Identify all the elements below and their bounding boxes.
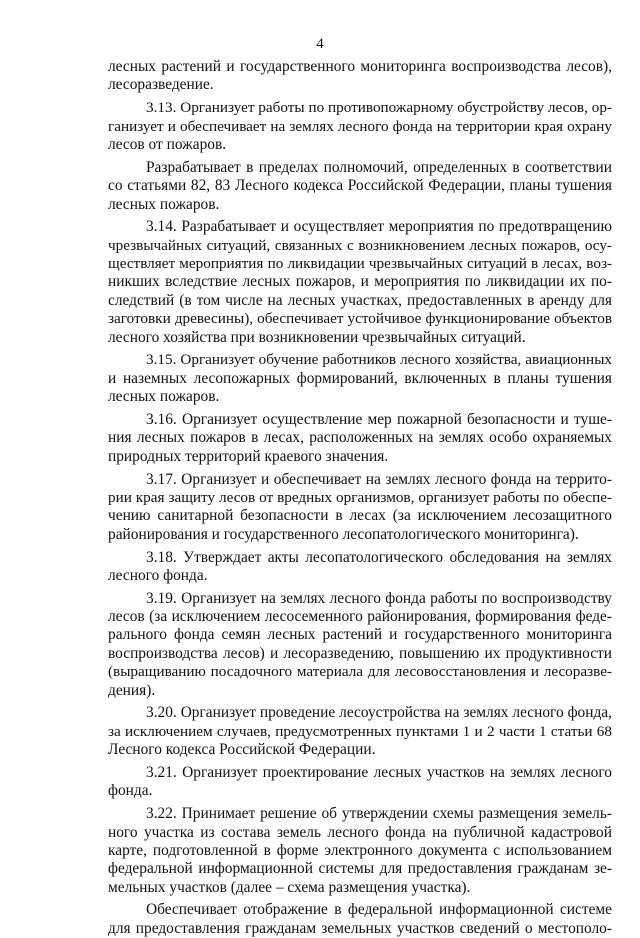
page-number: 4 bbox=[316, 36, 324, 52]
text-line: ного участка из состава земель лесного фонда на публичной кадастровой bbox=[108, 823, 612, 841]
text-line: рального фонда семян лесных растений и государственного мониторинга bbox=[108, 626, 612, 644]
document-body bbox=[108, 58, 612, 938]
text-line: федеральной информационной системы для предоставления гражданам зе- bbox=[108, 860, 612, 878]
text-line: следствий (в том числе на лесных участках, предоставленных в аренду для bbox=[108, 291, 612, 309]
text-line: (выращиванию посадочного материала для лесовосстановления и лесоразве- bbox=[108, 663, 612, 681]
text-line: 3.22. Принимает решение об утверждении схемы размещения земель- bbox=[146, 805, 612, 823]
text-line: лесных пожаров. bbox=[108, 195, 220, 213]
text-line: ганизует и обеспечивает на землях лесного фонда на территории края охрану bbox=[108, 117, 612, 135]
paragraph bbox=[108, 901, 612, 938]
paragraph bbox=[108, 99, 612, 154]
text-line: карте, подготовленной в форме электронного документа с использованием bbox=[108, 841, 612, 859]
text-line: фонда. bbox=[108, 782, 153, 800]
text-line: Лесного кодекса Российской Федерации. bbox=[108, 741, 376, 759]
text-line: Разрабатывает в пределах полномочий, определенных в соответствии bbox=[146, 158, 612, 176]
text-line: 3.13. Организует работы по противопожарному обустройству лесов, ор- bbox=[146, 99, 612, 117]
text-line: для предоставления гражданам земельных участков сведений о местополо- bbox=[108, 919, 612, 937]
text-line: за исключением случаев, предусмотренных пунктами 1 и 2 части 1 статьи 68 bbox=[108, 722, 612, 740]
text-line: и наземных лесопожарных формирований, включенных в планы тушения bbox=[108, 369, 612, 387]
paragraph bbox=[108, 58, 612, 95]
paragraph bbox=[108, 704, 612, 759]
text-line: мельных участков (далее – схема размещения участка). bbox=[108, 878, 471, 896]
text-line: рии края защиту лесов от вредных организмов, организует работы по обеспе- bbox=[108, 488, 612, 506]
text-line: 3.18. Утверждает акты лесопатологического обследования на землях bbox=[146, 548, 612, 566]
text-line: 3.15. Организует обучение работников лесного хозяйства, авиационных bbox=[146, 351, 612, 369]
paragraph bbox=[108, 764, 612, 801]
text-line: чрезвычайных ситуаций, связанных с возникновением лесных пожаров, осу- bbox=[108, 236, 612, 254]
text-line: никших вследствие лесных пожаров, и мероприятия по ликвидации их по- bbox=[108, 273, 612, 291]
text-line: 3.20. Организует проведение лесоустройства на землях лесного фонда, bbox=[146, 704, 612, 722]
text-line: дения). bbox=[108, 681, 156, 699]
text-line: лесных растений и государственного мониторинга воспроизводства лесов), bbox=[108, 58, 612, 75]
text-line: лесного хозяйства при возникновении чрезвычайных ситуаций. bbox=[108, 328, 526, 346]
text-line: Обеспечивает отображение в федеральной информационной системе bbox=[146, 901, 612, 919]
paragraph bbox=[108, 590, 612, 700]
text-line: 3.14. Разрабатывает и осуществляет мероприятия по предотвращению bbox=[146, 218, 612, 236]
text-line: лесов от пожаров. bbox=[108, 135, 227, 153]
text-line: со статьями 82, 83 Лесного кодекса Российской Федерации, планы тушения bbox=[108, 177, 612, 195]
paragraph bbox=[108, 351, 612, 406]
text-line: ния лесных пожаров в лесах, расположенных на землях особо охраняемых bbox=[108, 429, 612, 447]
text-line: чению санитарной безопасности в лесах (за исключением лесозащитного bbox=[108, 507, 612, 525]
text-line: воспроизводства лесов) и лесоразведению, повышению их продуктивности bbox=[108, 644, 612, 662]
text-line: ществляет мероприятия по ликвидации чрезвычайных ситуаций в лесах, воз- bbox=[108, 255, 612, 273]
text-line: 3.17. Организует и обеспечивает на землях лесного фонда на террито- bbox=[146, 470, 612, 488]
paragraph bbox=[108, 411, 612, 466]
paragraph bbox=[108, 218, 612, 347]
text-line: 3.21. Организует проектирование лесных участков на землях лесного bbox=[146, 763, 612, 781]
text-line: природных территорий краевого значения. bbox=[108, 447, 389, 465]
paragraph bbox=[108, 159, 612, 214]
text-line: лесного фонда. bbox=[108, 566, 208, 584]
text-line: лесоразведение. bbox=[108, 76, 214, 94]
text-line: районирования и государственного лесопатологического мониторинга). bbox=[108, 525, 579, 543]
text-line: 3.16. Организует осуществление мер пожарной безопасности и туше- bbox=[146, 410, 612, 428]
text-line: лесов (за исключением лесосеменного районирования, формирования феде- bbox=[108, 608, 612, 626]
text-line: 3.19. Организует на землях лесного фонда работы по воспроизводству bbox=[146, 589, 612, 607]
paragraph bbox=[108, 549, 612, 586]
paragraph bbox=[108, 805, 612, 897]
text-line: лесных пожаров. bbox=[108, 388, 220, 406]
text-line: заготовки древесины), обеспечивает устойчивое функционирование объектов bbox=[108, 310, 612, 328]
paragraph bbox=[108, 471, 612, 545]
